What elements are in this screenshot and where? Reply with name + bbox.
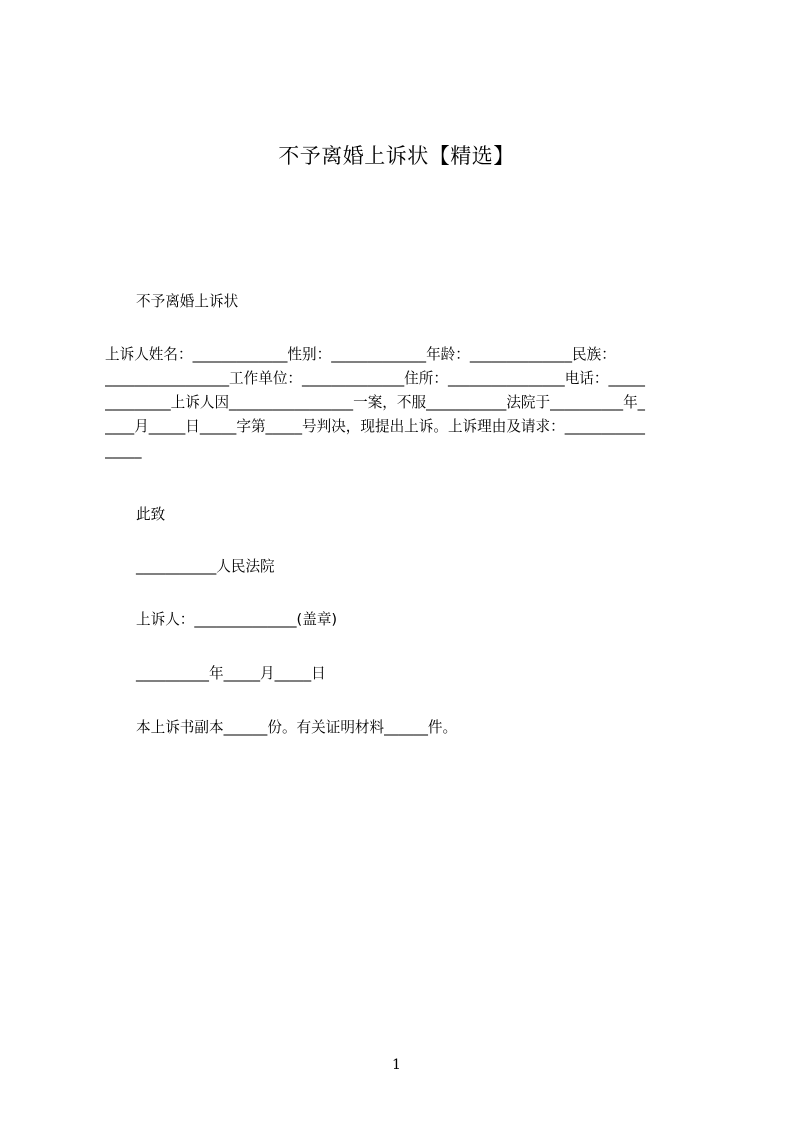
paragraph-line: ____月_____日_____字第_____号判决，现提出上诉。上诉理由及请求：___________ [105,418,645,435]
salutation: 此致 [136,506,166,523]
appellant-info-paragraph [105,343,699,463]
date-line: __________年_____月_____日 [136,665,326,682]
paragraph-line: _____ [105,442,142,459]
copies-line: 本上诉书副本______份。有关证明材料______件。 [136,719,458,736]
appellant-signature-line: 上诉人：______________(盖章) [136,611,338,628]
paragraph-line: _________上诉人因_________________一案，不服___________法院于__________年_ [105,394,645,411]
document-heading: 不予离婚上诉状 [136,293,239,310]
page-number: 1 [392,1057,401,1073]
paragraph-line: 上诉人姓名：_____________性别：_____________年龄：______________民族： [105,346,616,363]
court-line: ___________人民法院 [136,558,275,575]
document-title: 不予离婚上诉状【精选】 [278,144,515,168]
paragraph-line: _________________工作单位：______________住所：________________电话：_____ [105,370,645,387]
